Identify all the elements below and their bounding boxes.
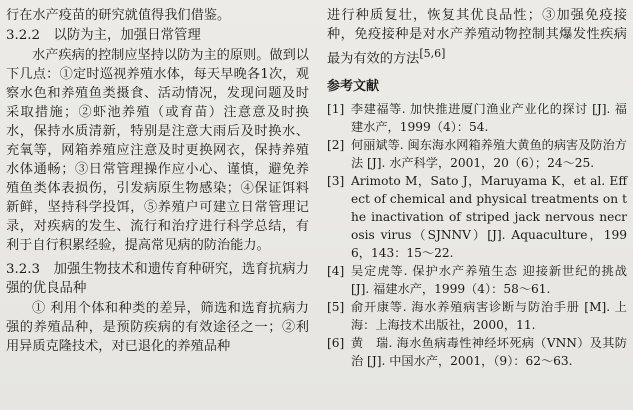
reference-item-6 (327, 334, 627, 370)
show-through-text-upper (431, 53, 621, 67)
reference-text: 黄 瑞. 海水鱼病毒性神经坏死病（VNN）及其防治 [J]. 中国水产，2001，（9）：62～63. (351, 336, 627, 369)
reference-item-3 (327, 172, 627, 262)
reference-number: [3] (327, 174, 345, 189)
continuation-line: 行在水产疫苗的研究就值得我们借鉴。 (6, 8, 231, 23)
section-gap (6, 255, 309, 259)
reference-number: [1] (327, 102, 345, 117)
reference-item-2 (327, 136, 627, 172)
left-column (6, 6, 309, 356)
references-title: 参考文献 (327, 79, 380, 95)
reference-number: [4] (327, 264, 345, 279)
section-3-2-3-title: 3.2.3 加强生物技术和遗传育种研究，选育抗病力强的优良品种 (6, 262, 309, 296)
show-through-text-lower (521, 387, 611, 401)
reference-item-5 (327, 298, 627, 334)
reference-item-1 (327, 100, 627, 136)
section-3-2-2-title: 3.2.2 以防为主，加强日常管理 (6, 28, 201, 43)
right-body-text: 进行种质复壮，恢复其优良品性；③加强免疫接种，免疫接种是对水产养殖动物控制其爆发性疾病最为有效的方法 (327, 8, 627, 67)
citation-superscript: [5,6] (419, 47, 446, 60)
reference-text: Arimoto M，Sato J，Maruyama K，et al. Effect of chemical and physical treatments on the inactivation of striped jack nervous necrosis virus（SJNNV）[J]. Aquaculture，1996，143：15～22. (351, 174, 627, 261)
reference-text: 何丽斌等. 闽东海水网箱养殖大黄鱼的病害及防治方法 [J]. 水产科学，2001，20（6）；24～25. (351, 138, 627, 171)
reference-text: 李建福等. 加快推进厦门渔业产业化的探讨 [J]. 福建水产，1999（4）：54. (351, 102, 627, 135)
reference-number: [6] (327, 336, 345, 351)
section-3-2-3-body: ① 利用个体和种类的差异，筛选和选育抗病力强的养殖品种，是预防疾病的有效途径之一；②利用异质克隆技术，对已退化的养殖品种 (6, 301, 309, 354)
reference-item-4 (327, 262, 627, 298)
reference-number: [5] (327, 300, 345, 315)
reference-text: 俞开康等. 海水养殖病害诊断与防治手册 [M]. 上海：上海技术出版社，2000，11. (351, 300, 627, 333)
reference-number: [2] (327, 138, 345, 153)
reference-text: 吴定虎等. 保护水产养殖生态 迎接新世纪的挑战 [J]. 福建水产，1999（4）：58～61. (351, 264, 627, 297)
section-3-2-2-body: 水产疾病的控制应坚持以防为主的原则。做到以下几点：①定时巡视养殖水体，每天早晚各1次，观察水色和养殖鱼类摄食、活动情况，发现问题及时采取措施；②虾池养殖（或育苗）注意意及时换水，保持水质清新，特别是注意大雨后及时换水、充氧等，网箱养殖应注意及时更换网衣，保持养殖水体通畅；③日常管理操作应小心、谨慎，避免养殖鱼类体表损伤，引发病原生物感染；④保证饵料新鲜，坚持科学投饵，⑤养殖户可建立日常管理记录，对疾病的发生、流行和治疗进行科学总结，有利于自行积累经验，提高常见病的防治能力。 (6, 48, 309, 253)
